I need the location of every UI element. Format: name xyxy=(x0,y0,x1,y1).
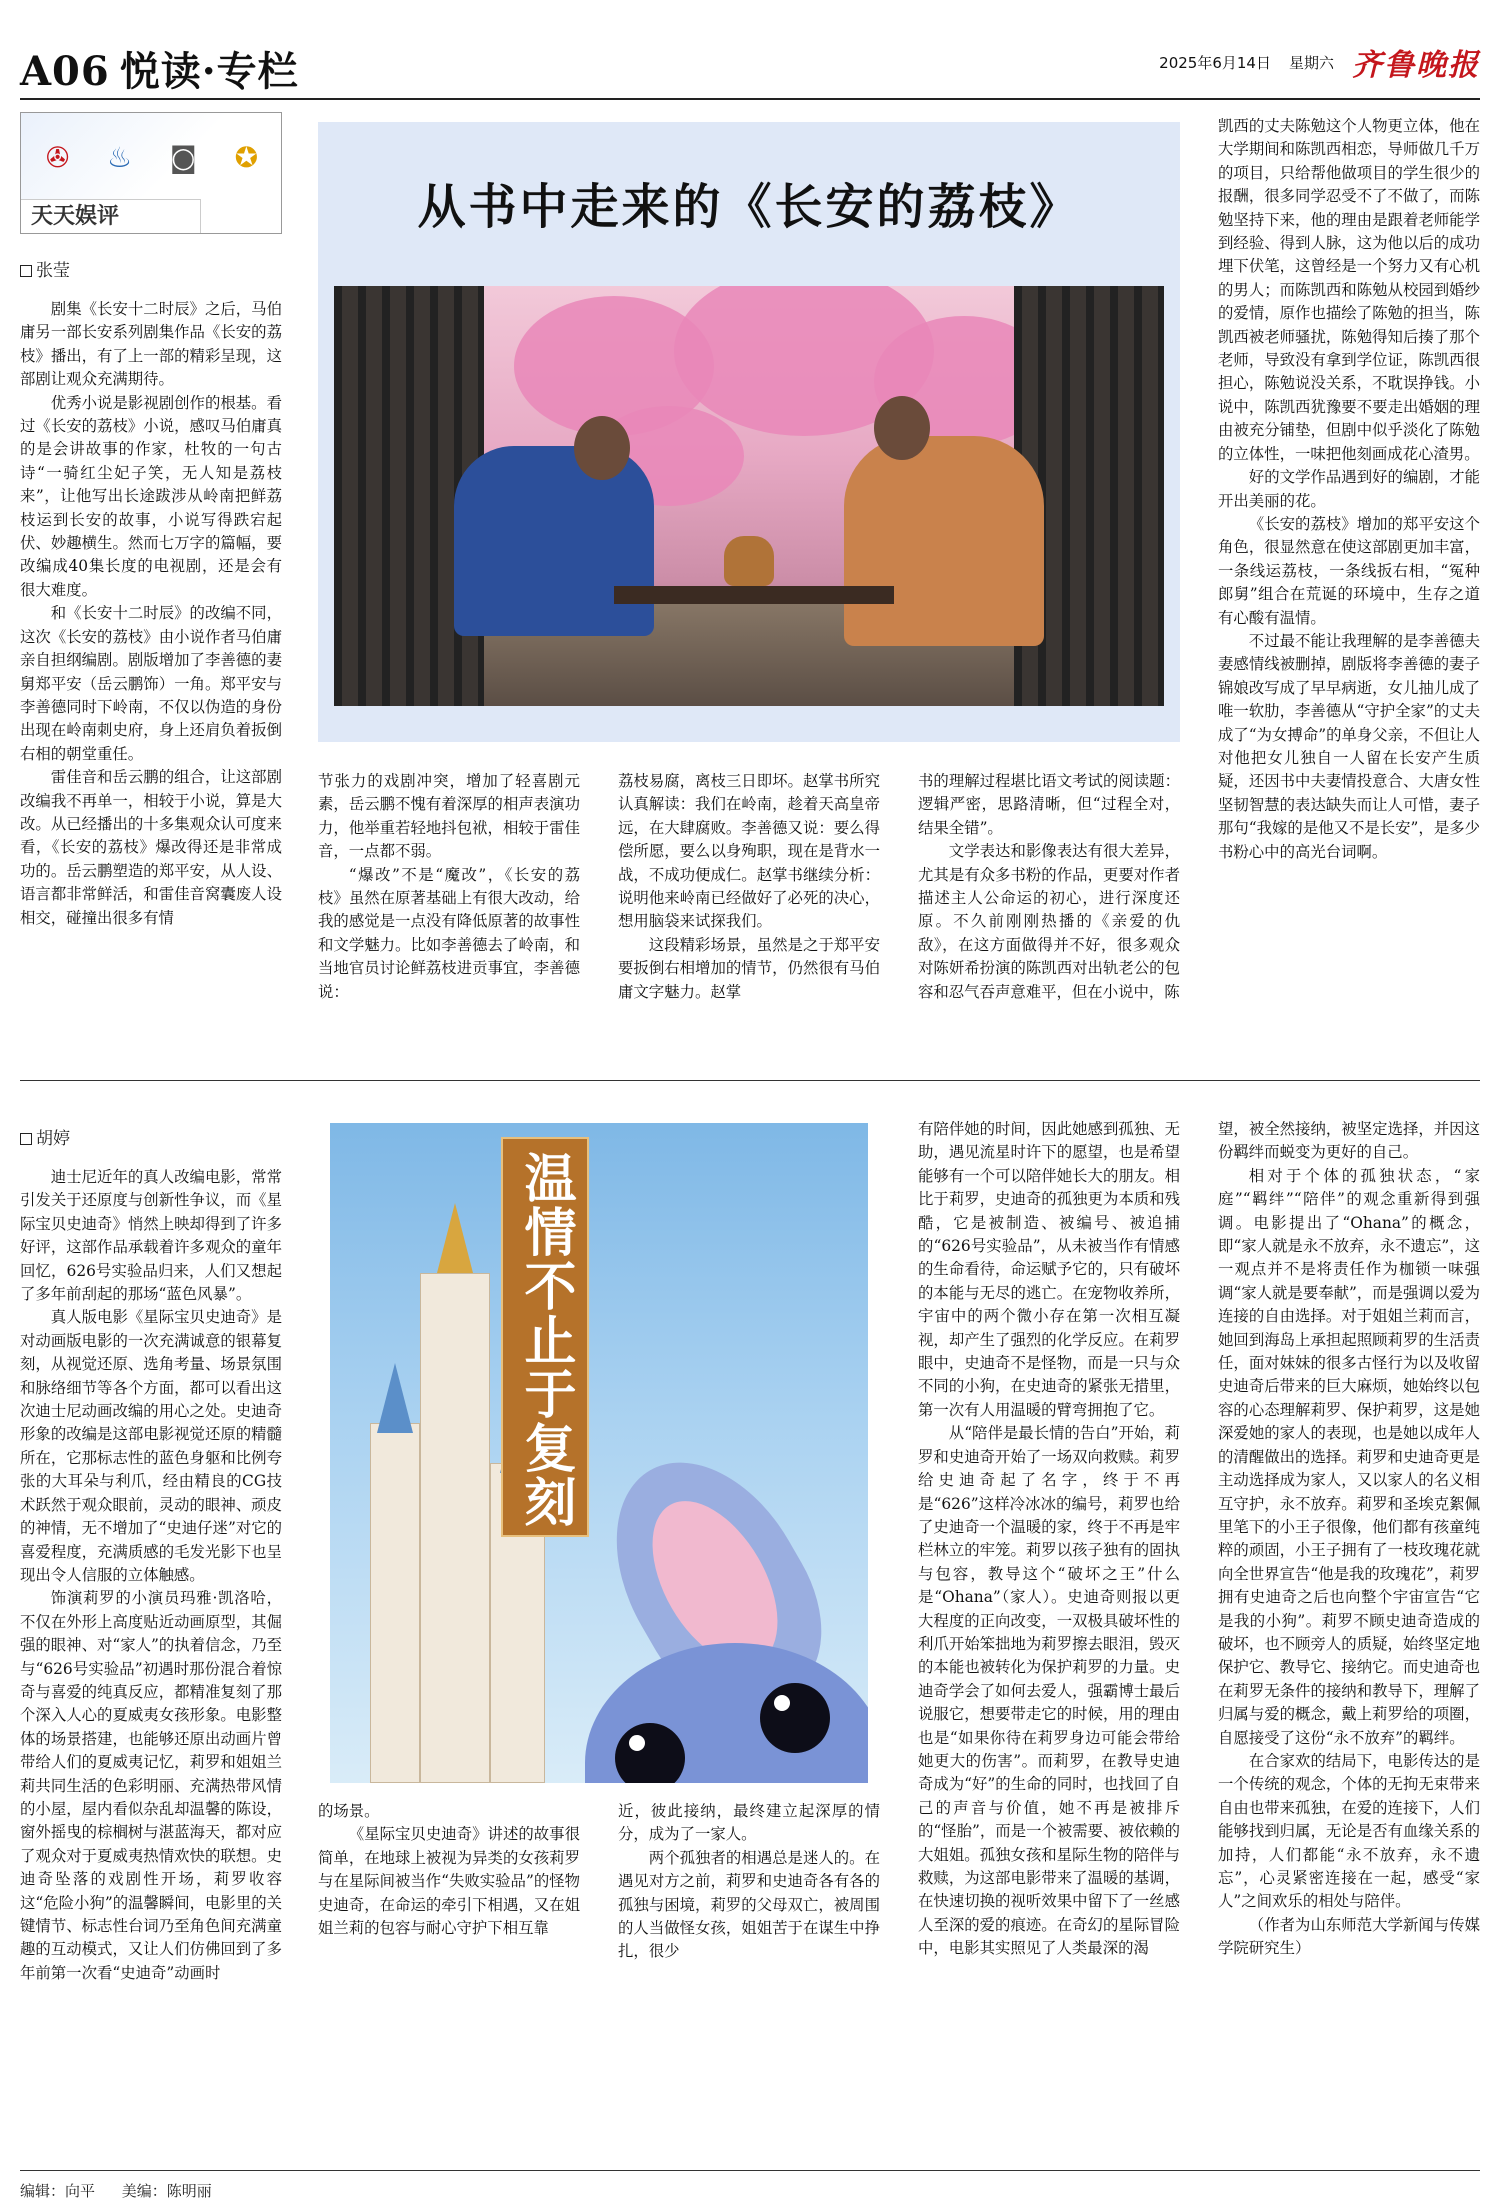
paragraph: 文学表达和影像表达有很大差异，尤其是有众多书粉的作品，更要对作者描述主人公命运的初心，进行深度还原。不久前刚刚热播的《亲爱的仇敌》，在这方面做得并不好，很多观众对陈妍希扮演的陈凯西对出轨老公的包容和忍气吞声意难平，但在小说中，陈 xyxy=(918,842,1180,1001)
stitch-eye xyxy=(760,1683,830,1753)
paragraph: 在合家欢的结局下，电影传达的是一个传统的观念，个体的无拘无束带来自由也带来孤独，在爱的连接下，人们能够找到归属，无论是否有血缘关系的加持，人们都能“永不放弃，永不遗忘”，心灵紧密连接在一起，感受“家人”之间欢乐的相处与陪伴。 xyxy=(1218,1751,1480,1911)
editor-credit: 编辑：向平 xyxy=(20,2182,96,2200)
paragraph: 从“陪伴是最长情的告白”开始，莉罗和史迪奇开始了一场双向救赎。莉罗给史迪奇起了名字，终于不再是“626”这样冷冰冰的编号，莉罗也给了史迪奇一个温暖的家，终于不再是牢栏林立的牢笼。莉罗以孩子独有的固执与包容，教导这个“破坏之王”什么是“Ohana”（家人）。史迪奇则报以更大程度的正向改变，一双极具破坏性的利爪开始笨拙地为莉罗擦去眼泪，毁灭的本能也被转化为保护莉罗的力量。史迪奇学会了如何去爱人，强霸博士最后说服它，想要带走它的时候，用的理由也是“如果你待在莉罗身边可能会带给她更大的伤害”。而莉罗，在教导史迪奇成为“好”的生命的同时，也找回了自己的声音与价值，她不再是被排斥的“怪胎”，而是一个被需要、被依赖的大姐姐。孤独女孩和星际生物的陪伴与救赎，为这部电影带来了温暖的基调，在快速切换的视听效果中留下了一丝感人至深的爱的痕迹。在奇幻的星际冒险中，电影其实照见了人类最深的渴 xyxy=(918,1424,1181,1958)
article2-column-4 xyxy=(918,1118,1180,2168)
paragraph: 这段精彩场景，虽然是之于郑平安要扳倒右相增加的情节，仍然很有马伯庸文字魅力。赵掌 xyxy=(618,935,880,1001)
paragraph: 望，被全然接纳，被坚定选择，并因这份羁绊而蜕变为更好的自己。 xyxy=(1218,1120,1480,1162)
paragraph: 荔枝易腐，离枝三日即坏。赵掌书所究认真解读：我们在岭南，趁着天高皇帝远，在大肆腐败。李善德又说：要么得偿所愿，要么以身殉职，现在是背水一战，不成功便成仁。赵掌书继续分析：说明他来岭南已经做好了必死的决心，想用脑袋来试探我们。 xyxy=(618,772,880,931)
footer-credits xyxy=(20,2180,212,2201)
newspaper-logo: 齐鲁晚报 xyxy=(1352,48,1480,83)
article1-column-2 xyxy=(318,770,580,1050)
paragraph: 的场景。 xyxy=(318,1802,380,1820)
author-box-icon xyxy=(20,265,32,277)
author-box-icon xyxy=(20,1133,32,1145)
paragraph: 不过最不能让我理解的是李善德夫妻感情线被删掉，剧版将李善德的妻子锦娘改写成了早早病逝，女儿抽儿成了唯一软肋，李善德从“守护全家”的丈夫成了“为女搏命”的单身父亲，不但让人对他把女儿独自一人留在长安产生质疑，还因书中夫妻情投意合、大唐女性坚韧智慧的表达缺失而让人可惜，妻子那句“我嫁的是他又不是长安”，是多少书粉心中的高光台词啊。 xyxy=(1218,631,1480,861)
drama-still-image xyxy=(334,286,1164,706)
article1-column-5 xyxy=(1218,115,1480,1050)
article2-column-1 xyxy=(20,1166,282,2166)
article1-column-1 xyxy=(20,298,282,1048)
paragraph: 有陪伴她的时间，因此她感到孤独、无助，遇见流星时许下的愿望，也是希望能够有一个可以陪伴她长大的朋友。相比于莉罗，史迪奇的孤独更为本质和残酷，它是被制造、被编号、被追捕的“626号实验品”，从未被当作有情感的生命看待，命运赋予它的，只有破坏的本能与无尽的逃亡。在宠物收养所，宇宙中的两个微小存在第一次相互凝视，却产生了强烈的化学反应。在莉罗眼中，史迪奇不是怪物，而是一只与众不同的小狗，在史迪奇的紧张无措里，第一次有人用温暖的臂弯拥抱了它。 xyxy=(918,1120,1180,1419)
article1-title: 从书中走来的《长安的荔枝》 xyxy=(417,179,1081,235)
section-name: 悦读·专栏 xyxy=(119,48,299,95)
article2-title: 温情不止于复刻 xyxy=(515,1151,576,1529)
article1-column-3 xyxy=(618,770,880,1050)
designer-credit: 美编：陈明丽 xyxy=(121,2182,212,2200)
paragraph: 《长安的荔枝》增加的郑平安这个角色，很显然意在使这部剧更加丰富，一条线运荔枝，一条线扳右相，“冤种郎舅”组合在荒诞的环境中，生存之道有心酸有温情。 xyxy=(1218,514,1480,627)
article2-author-name: 胡婷 xyxy=(36,1129,70,1149)
article1-author-name: 张莹 xyxy=(36,261,70,281)
paragraph: 饰演莉罗的小演员玛雅·凯洛哈，不仅在外形上高度贴近动画原型，其倔强的眼神、对“家人”的执着信念，乃至与“626号实验品”初遇时那份混合着惊奇与喜爱的纯真反应，都精准复刻了那个深入人心的夏威夷女孩形象。电影整体的场景搭建，也能够还原出动画片曾带给人们的夏威夷记忆，莉罗和姐姐兰莉共同生活的色彩明丽、充满热带风情的小屋，屋内看似杂乱却温馨的陈设，窗外摇曳的棕榈树与湛蓝海天，都对应了观众对于夏威夷热情欢快的联想。史迪奇坠落的戏剧性开场，莉罗收容这“危险小狗”的温馨瞬间，电影里的关键情节、标志性台词乃至角色间充满童趣的互动模式，又让人们仿佛回到了多年前第一次看“史迪奇”动画时 xyxy=(20,1589,282,1982)
paragraph: 相对于个体的孤独状态，“家庭”“羁绊”“陪伴”的观念重新得到强调。电影提出了“Ohana”的概念，即“家人就是永不放弃，永不遗忘”，这一观点并不是将责任作为枷锁一味强调“家人就是要奉献”，而是强调以爱为连接的自由选择。对于姐姐兰莉而言，她回到海岛上承担起照顾莉罗的生活责任，面对妹妹的很多古怪行为以及收留史迪奇后带来的巨大麻烦，她始终以包容的心态理解莉罗、保护莉罗，这是她深爱她的家人的表现，也是她以成年人的清醒做出的选择。莉罗和史迪奇更是主动选择成为家人，又以家人的名义相互守护，永不放弃。莉罗和圣埃克絮佩里笔下的小王子很像，他们都有孩童纯粹的顽固，小王子拥有了一枝玫瑰花就向全世界宣告“他是我的玫瑰花”，莉罗拥有史迪奇之后也向整个宇宙宣告“它是我的小狗”。莉罗不顾史迪奇造成的破坏，也不顾旁人的质疑，始终坚定地保护它、教导它、接纳它。而史迪奇也在莉罗无条件的接纳和教导下，理解了归属与爱的概念，戴上莉罗给的项圈，自愿接受了这份“永不放弃”的羁绊。 xyxy=(1218,1166,1480,1747)
issue-date: 2025年6月14日 xyxy=(1159,53,1271,72)
paragraph: 凯西的丈夫陈勉这个人物更立体，他在大学期间和陈凯西相恋，导师做几千万的项目，只给帮他做项目的学生很少的报酬，很多同学忍受不了不做了，而陈勉坚持下来，他的理由是跟着老师能学到经验、得到人脉，这为他以后的成功埋下伏笔，这曾经是一个努力又有心机的男人；而陈凯西和陈勉从校园到婚纱的爱情，原作也描绘了陈勉的担当，陈凯西被老师骚扰，陈勉得知后揍了那个老师，导致没有拿到学位证，陈凯西很担心，陈勉说没关系，不耽误挣钱。小说中，陈凯西犹豫要不要走出婚姻的理由被充分铺垫，但剧中似乎淡化了陈勉的立体性，一味把他刻画成花心渣男。 xyxy=(1218,117,1480,463)
paragraph: 真人版电影《星际宝贝史迪奇》是对动画版电影的一次充满诚意的银幕复刻，从视觉还原、选角考量、场景氛围和脉络细节等各个方面，都可以看出这次迪士尼动画改编的用心之处。史迪奇形象的改编是这部电影视觉还原的精髓所在，它那标志性的蓝色身躯和比例夸张的大耳朵与利爪，经由精良的CG技术跃然于观众眼前，灵动的眼神、顽皮的神情，无不增加了“史迪仔迷”对它的喜爱程度，充满质感的毛发光影下也呈现出令人信服的立体触感。 xyxy=(20,1308,282,1584)
article-divider xyxy=(20,1080,1480,1081)
paragraph: 《星际宝贝史迪奇》讲述的故事很简单，在地球上被视为异类的女孩莉罗与在星际间被当作“失败实验品”的怪物史迪奇，在命运的牵引下相遇，又在姐姐兰莉的包容与耐心守护下相互靠 xyxy=(318,1825,580,1938)
masthead xyxy=(20,40,1480,100)
header-rule xyxy=(20,98,1480,100)
badge-illustration xyxy=(27,117,277,197)
paragraph: 近，彼此接纳，最终建立起深厚的情分，成为了一家人。 xyxy=(618,1802,880,1844)
column-badge-label: 天天娱评 xyxy=(21,199,201,233)
paragraph: 雷佳音和岳云鹏的组合，让这部剧改编我不再单一，相较于小说，算是大改。从已经播出的十多集观众认可度来看，《长安的荔枝》爆改得还是非常成功的。岳云鹏塑造的郑平安，从人设、语言都非常鲜活，和雷佳音窝囊废人设相交，碰撞出很多有情 xyxy=(20,768,282,927)
paragraph: 和《长安十二时辰》的改编不同，这次《长安的荔枝》由小说作者马伯庸亲自担纲编剧。剧版增加了李善德的妻舅郑平安（岳云鹏饰）一角。郑平安与李善德同时下岭南，不仅以伪造的身份出现在岭南刺史府，身上还肩负着扳倒右相的朝堂重任。 xyxy=(20,604,282,763)
issue-weekday: 星期六 xyxy=(1288,53,1334,72)
article2-feature-poster xyxy=(330,1123,868,1783)
ticket-icon: ✪ xyxy=(234,140,259,174)
article2-author xyxy=(20,1124,70,1149)
article1-feature xyxy=(318,122,1180,742)
paragraph: 两个孤独者的相遇总是迷人的。在遇见对方之前，莉罗和史迪奇各有各的孤独与困境，莉罗的父母双亡，被周围的人当做怪女孩，姐姐苦于在谋生中挣扎，很少 xyxy=(618,1848,880,1961)
column-badge xyxy=(20,112,282,234)
author-note: （作者为山东师范大学新闻与传媒学院研究生） xyxy=(1218,1915,1480,1958)
popcorn-icon: ♨ xyxy=(107,140,133,174)
article1-author xyxy=(20,256,70,281)
paragraph: 优秀小说是影视剧创作的根基。看过《长安的荔枝》小说，感叹马伯庸真的是会讲故事的作家，杜牧的一句古诗“一骑红尘妃子笑，无人知是荔枝来”，让他写出长途跋涉从岭南把鲜荔枝运到长安的故事，小说写得跌宕起伏、妙趣横生。然而七万字的篇幅，要改编成40集长度的电视剧，还是会有很大难度。 xyxy=(20,393,282,599)
article2-title-banner xyxy=(501,1137,589,1537)
header-info xyxy=(1159,40,1480,84)
page-number: A06 xyxy=(20,48,110,95)
film-reel-icon: ✇ xyxy=(45,140,70,174)
article2-column-5 xyxy=(1218,1118,1480,2168)
article2-column-2 xyxy=(318,1800,580,2165)
camera-icon: ◙ xyxy=(169,140,197,174)
paragraph: 书的理解过程堪比语文考试的阅读题：逻辑严密，思路清晰，但“过程全对，结果全错”。 xyxy=(918,772,1180,837)
article2-column-3 xyxy=(618,1800,880,2165)
page-number-section xyxy=(20,40,299,97)
paragraph: 好的文学作品遇到好的编剧，才能开出美丽的花。 xyxy=(1218,468,1480,510)
paragraph: 节张力的戏剧冲突，增加了轻喜剧元素，岳云鹏不愧有着深厚的相声表演功力，他举重若轻地抖包袱，相较于雷佳音，一点都不弱。 xyxy=(318,772,580,861)
paragraph: 迪士尼近年的真人改编电影，常常引发关于还原度与创新性争议，而《星际宝贝史迪奇》悄然上映却得到了许多好评，这部作品承载着许多观众的童年回忆，626号实验品归来，人们又想起了多年前刮起的那场“蓝色风暴”。 xyxy=(20,1168,282,1304)
footer-rule xyxy=(20,2170,1480,2171)
paragraph: “爆改”不是“魔改”，《长安的荔枝》虽然在原著基础上有很大改动，给我的感觉是一点没有降低原著的故事性和文学魅力。比如李善德去了岭南，和当地官员讨论鲜荔枝进贡事宜，李善德说： xyxy=(318,865,580,1001)
paragraph: 剧集《长安十二时辰》之后，马伯庸另一部长安系列剧集作品《长安的荔枝》播出，有了上一部的精彩呈现，这部剧让观众充满期待。 xyxy=(20,300,282,389)
article1-column-4 xyxy=(918,770,1180,1050)
